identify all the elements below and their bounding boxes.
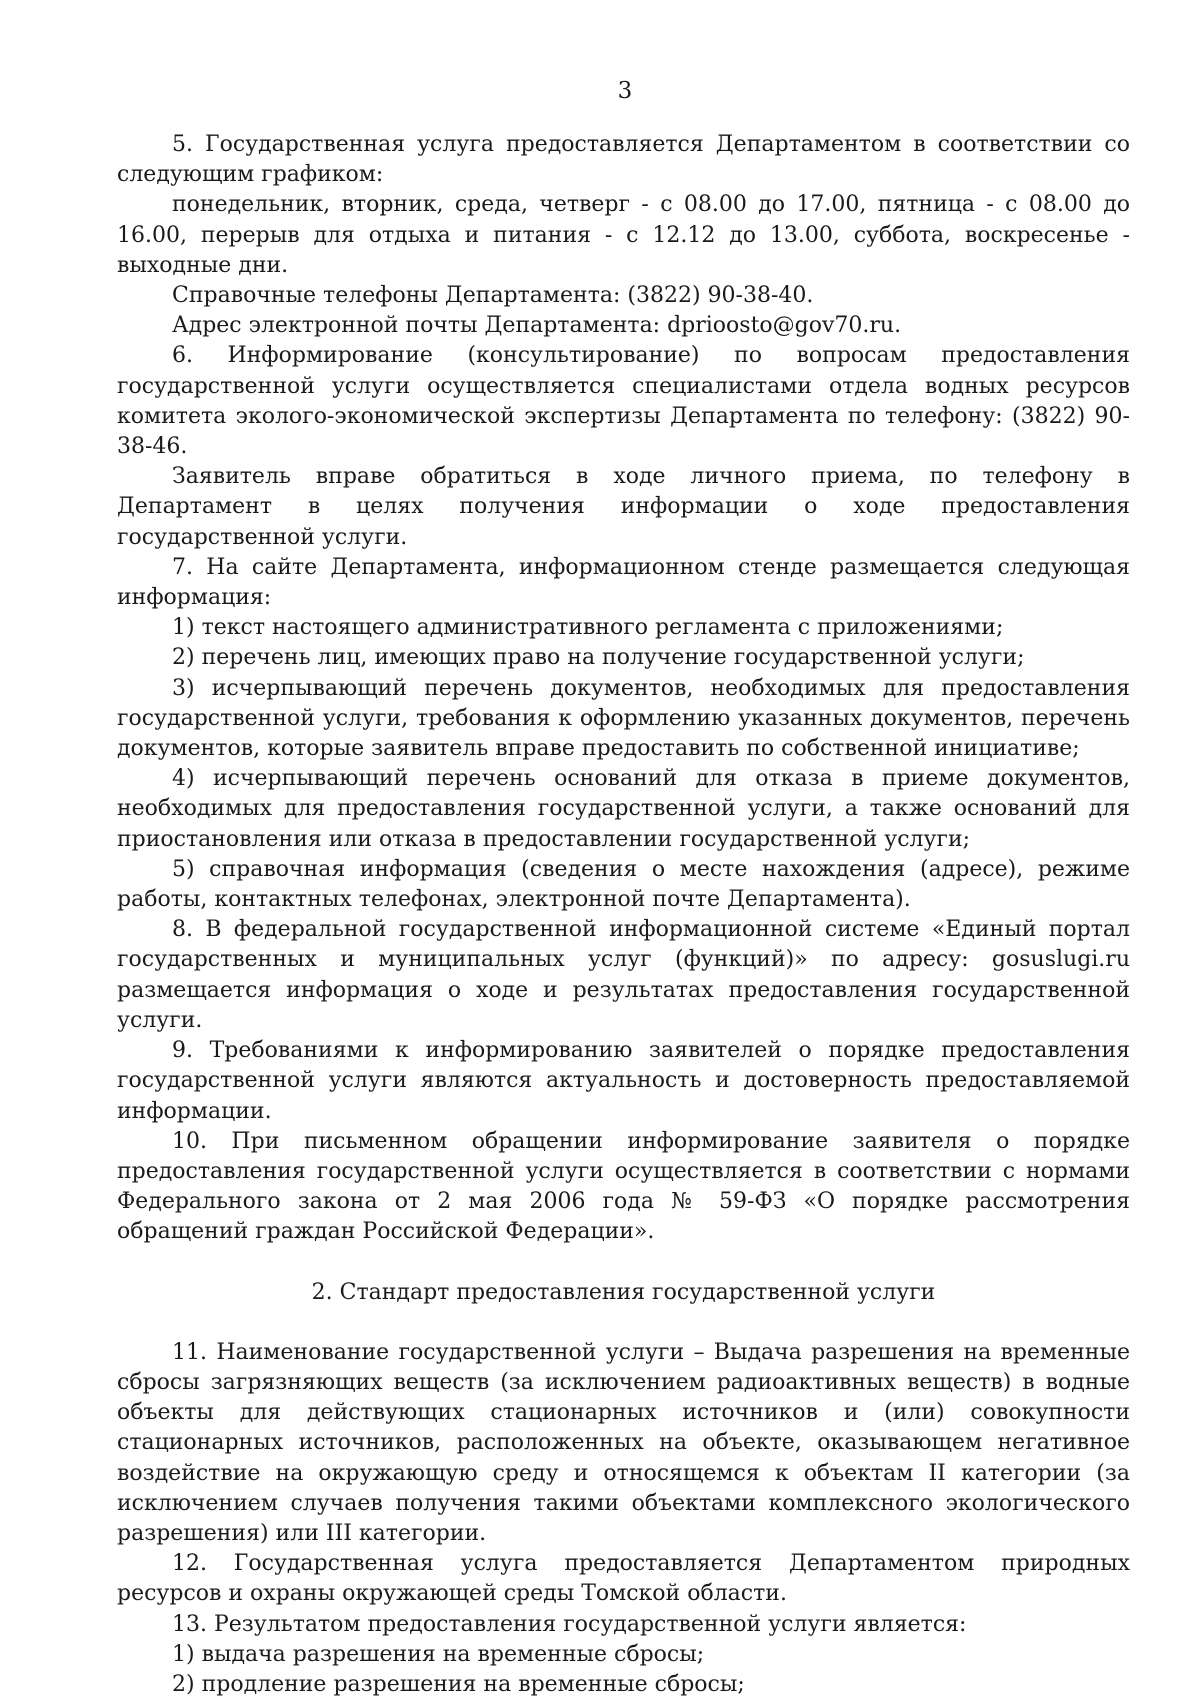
paragraph-6: 6. Информирование (консультирование) по вопросам предоставления государственной услуги осуществляется специалистами отдела водных ресурсов комитета эколого-экономической экспертизы Департамента по телефону: (3822) 90-38-46. — [117, 343, 1130, 460]
paragraph-9: 9. Требованиями к информированию заявителей о порядке предоставления государственной услуги являются актуальность и достоверность предоставляемой информации. — [117, 1038, 1130, 1124]
paragraph-10: 10. При письменном обращении информирование заявителя о порядке предоставления государственной услуги осуществляется в соответствии с нормами Федерального закона от 2 мая 2006 года № 59-ФЗ «О порядке рассмотрения обращений граждан Российской Федерации». — [117, 1128, 1130, 1245]
paragraph-5: 5. Государственная услуга предоставляется Департаментом в соответствии со следующим графиком: — [117, 132, 1130, 188]
paragraph-email: Адрес электронной почты Департамента: dprioosto@gov70.ru. — [172, 313, 902, 339]
paragraph-7: 7. На сайте Департамента, информационном стенде размещается следующая информация: — [117, 554, 1130, 611]
paragraph-13: 13. Результатом предоставления государственной услуги является: — [172, 1611, 967, 1637]
paragraph-phones: Справочные телефоны Департамента: (3822) 90-38-40. — [172, 283, 814, 309]
paragraph-11: 11. Наименование государственной услуги – Выдача разрешения на временные сбросы загрязняющих веществ (за исключением радиоактивных веществ) в водные объекты для действующих стационарных источников и (или) совокупности стационарных источников, расположенных на объекте, оказывающем негативное воздействие на окружающую среду и относящемся к объектам II категории (за исключением случаев получения такими объектами комплексного экологического разрешения) или III категории. — [117, 1339, 1130, 1546]
paragraph-schedule: понедельник, вторник, среда, четверг - с 08.00 до 17.00, пятница - с 08.00 до 16.00, перерыв для отдыха и питания - с 12.12 до 13.00, суббота, воскресенье - выходные дни. — [117, 192, 1130, 278]
paragraph-applicant: Заявитель вправе обратиться в ходе личного приема, по телефону в Департамент в целях получения информации о ходе предоставления государственной услуги. — [117, 464, 1130, 550]
list-item-7-4: 4) исчерпывающий перечень оснований для отказа в приеме документов, необходимых для предоставления государственной услуги, а также оснований для приостановления или отказа в предоставлении государственной услуги; — [117, 766, 1130, 852]
paragraph-12: 12. Государственная услуга предоставляется Департаментом природных ресурсов и охраны окружающей среды Томской области. — [117, 1551, 1130, 1607]
paragraph-8: 8. В федеральной государственной информационной системе «Единый портал государственных и муниципальных услуг (функций)» по адресу: gosuslugi.ru размещается информация о ходе и результатах предоставления государственной услуги. — [117, 917, 1130, 1033]
list-item-7-3: 3) исчерпывающий перечень документов, необходимых для предоставления государственной услуги, требования к оформлению указанных документов, перечень документов, которые заявитель вправе предоставить по собственной инициативе; — [117, 675, 1130, 762]
section-heading: 2. Стандарт предоставления государственной услуги — [311, 1279, 936, 1305]
list-item-13-2: 2) продление разрешения на временные сбросы; — [172, 1671, 745, 1697]
page-number: 3 — [617, 78, 633, 104]
list-item-7-5: 5) справочная информация (сведения о месте нахождения (адресе), режиме работы, контактных телефонах, электронной почте Департамента). — [117, 856, 1130, 913]
list-item-7-1: 1) текст настоящего административного регламента с приложениями; — [172, 615, 1004, 641]
document-body — [117, 130, 1130, 1700]
list-item-13-1: 1) выдача разрешения на временные сбросы; — [172, 1641, 705, 1667]
list-item-7-2: 2) перечень лиц, имеющих право на получение государственной услуги; — [172, 645, 1025, 671]
